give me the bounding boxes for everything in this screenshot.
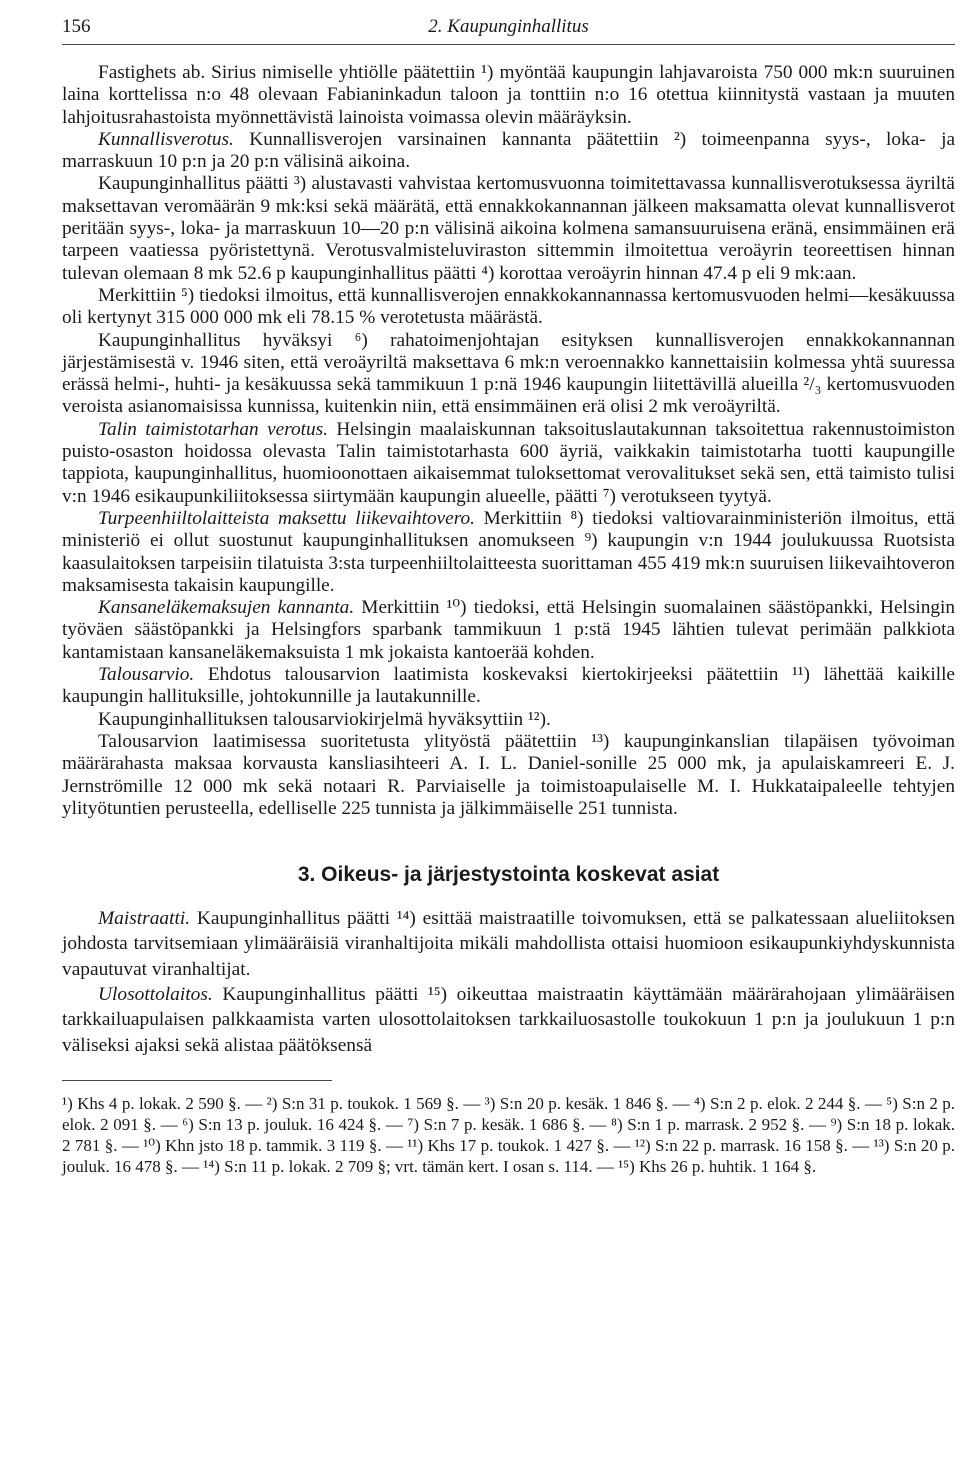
paragraph: Merkittiin ⁵) tiedoksi ilmoitus, että kunnallisverojen ennakkokannannassa kertomusvuoden helmi—kesäkuussa oli kertynyt 315 000 000 mk eli 78.15 % verotetusta määrästä. — [62, 284, 955, 329]
paragraph: Kunnallisverotus. Kunnallisverojen varsinainen kannanta päätettiin ²) toimeenpanna syys-, loka- ja marraskuun 10 p:n ja 20 p:n välisinä aikoina. — [62, 128, 955, 173]
footnotes: ¹) Khs 4 p. lokak. 2 590 §. — ²) S:n 31 p. toukok. 1 569 §. — ³) S:n 20 p. kesäk. 1 846 §. — ⁴) S:n 2 p. elok. 2 244 §. — ⁵) S:n 2 p. elok. 2 091 §. — ⁶) S:n 13 p. jouluk. 16 424 §. — ⁷) S:n 7 p. kesäk. 1 686 §. — ⁸) S:n 1 p. marrask. 2 952 §. — ⁹) S:n 18 p. lokak. 2 781 §. — ¹⁰) Khn jsto 18 p. tammik. 3 119 §. — ¹¹) Khs 17 p. toukok. 1 427 §. — ¹²) S:n 22 p. marrask. 16 158 §. — ¹³) S:n 20 p. jouluk. 16 478 §. — ¹⁴) S:n 11 p. lokak. 2 709 §; vrt. tämän kert. I osan s. 114. — ¹⁵) Khs 26 p. huhtik. 1 164 §. — [62, 1093, 955, 1176]
section-body — [62, 906, 955, 1058]
paragraph: Talousarvion laatimisessa suoritetusta ylityöstä päätettiin ¹³) kaupunginkanslian tilapäisen työvoiman määrärahasta maksaa korvausta kansliasihteeri A. I. L. Daniel-sonille 25 000 mk, ja apulaiskamreeri E. J. Jernströmille 12 000 mk sekä notaari R. Parviaiselle ja toimistoapulaiselle M. I. Hukkataipaleelle tehtyjen ylityötuntien perusteella, edelliselle 225 tunnista ja jälkimmäiselle 251 tunnista. — [62, 730, 955, 819]
paragraph: Kaupunginhallitus hyväksyi ⁶) rahatoimenjohtajan esityksen kunnallisverojen ennakkokannannan järjestämisestä v. 1946 siten, että veroäyriltä maksettava 6 mk:n veroennakko kannettaisiin kolmessa yhtä suuressa erässä helmi-, huhti- ja kesäkuussa sekä tammikuun 1 p:nä 1946 kaupungin liitettävillä alueilla ²/₃ kertomusvuoden veroista asianomaisissa kunnissa, kuitenkin niin, että ensimmäinen erä olisi 2 mk veroäyriltä. — [62, 329, 955, 418]
page-header — [62, 14, 955, 45]
paragraph: Maistraatti. Kaupunginhallitus päätti ¹⁴) esittää maistraatille toivomuksen, että se palkatessaan alueliitoksen johdosta tarvitsemiaan ylimääräisiä viranhaltijoita mikäli mahdollista ottaisi huomioon esikaupunkiyhdyskunnista vapautuvat viranhaltijat. — [62, 908, 955, 980]
paragraph: Ulosottolaitos. Kaupunginhallitus päätti ¹⁵) oikeuttaa maistraatin käyttämään määrärahojaan ylimääräisen tarkkailuapulaisen palkkaamista varten ulosottolaitoksen tarkkailuosastolle toukokuun 1 p:n ja joulukuun 1 p:n väliseksi ajaksi sekä alistaa päätöksensä — [62, 983, 955, 1056]
paragraph-heading: Talousarvio. — [98, 664, 195, 686]
paragraph: Kansaneläkemaksujen kannanta. Merkittiin ¹⁰) tiedoksi, että Helsingin suomalainen säästöpankki, Helsingin työväen säästöpankki ja Helsingfors sparbank tammikuun 1 p:stä 1945 lähtien tulevat perimään palkkiota kantamistaan kansaneläkemaksuista 1 mk jokaista kantoerää kohden. — [62, 597, 955, 663]
page-number: 156 — [62, 16, 91, 37]
footnote-divider — [62, 1080, 332, 1081]
paragraph: Talousarvio. Ehdotus talousarvion laatimista koskevaksi kiertokirjeeksi päätettiin ¹¹) lähettää kaikille kaupungin hallituksille, johtokunnille ja lautakunnille. — [62, 664, 955, 708]
paragraph-heading: Turpeenhiiltolaitteista maksettu liikevaihtovero. — [98, 507, 475, 529]
paragraph: Kaupunginhallitus päätti ³) alustavasti vahvistaa kertomusvuonna toimitettavassa kunnallisverotuksessa äyriltä maksettavan veromäärän 9 mk:ksi sekä määrätä, että ennakkokannannan jälkeen maksamatta olevat kunnallisverot peritään syys-, loka- ja marraskuun 10—20 p:n välisinä aikoina kolmena samansuuruisena eränä, ensimmäinen erä tarpeen vaatiessa pyöristettynä. Verotusvalmisteluviraston sittemmin ilmoitettua veroäyrin teoreettisen hinnan tulevan olemaan 8 mk 52.6 p kaupunginhallitus päätti ⁴) korottaa veroäyrin hinnan 47.4 p eli 9 mk:aan. — [62, 173, 955, 284]
section-title: 3. Oikeus- ja järjestystointa koskevat asiat — [297, 863, 720, 887]
paragraph-heading: Talin taimistotarhan verotus. — [98, 418, 328, 440]
page-body — [62, 62, 955, 1177]
running-title: 2. Kaupunginhallitus — [428, 16, 589, 37]
paragraph-heading: Kansaneläkemaksujen kannanta. — [98, 597, 355, 619]
paragraph-heading: Kunnallisverotus. — [98, 128, 234, 150]
paragraph: Turpeenhiiltolaitteista maksettu liikevaihtovero. Merkittiin ⁸) tiedoksi valtiovarainministeriön ilmoitus, että ministeriö ei ollut suostunut kaupunginhallituksen anomukseen ⁹) kaupungin v:n 1944 joulukuussa Ruotsista kaasulaitoksen tarpeisiin tilatuista 3:sta turpeenhiiltolaitteesta suorittaman 455 419 mk:n suuruisen liikevaihtoveron maksamisesta takaisin kaupungille. — [62, 507, 955, 596]
paragraph-heading: Maistraatti. — [98, 908, 191, 930]
paragraph-heading: Ulosottolaitos. — [98, 983, 213, 1005]
paragraph: Fastighets ab. Sirius nimiselle yhtiölle päätettiin ¹) myöntää kaupungin lahjavaroista 750 000 mk:n suuruinen laina korttelissa n:o 48 olevaan Fabianinkadun taloon ja tonttiin n:o 16 otettua kiinnitystä vastaan ja muuten lahjoitusrahastoista myönnettävistä lainoista voimassa olevin määräyksin. — [62, 62, 955, 128]
paragraph: Kaupunginhallituksen talousarviokirjelmä hyväksyttiin ¹²). — [98, 708, 551, 730]
paragraph: Talin taimistotarhan verotus. Helsingin maalaiskunnan taksoituslautakunnan taksoitettua rakennustoimiston puisto-osaston hoidossa olevasta Talin taimistotarhasta 600 äyriä, vaikkakin taimistotarha tuotti kaupungille tappiota, kaupunginhallitus, huomioonottaen aikaisemmat tuloksettomat verovalitukset sekä sen, että taimisto tulisi v:n 1946 esikaupunkiliitoksessa siirtymään kaupungin alueelle, päätti ⁷) verotukseen tyytyä. — [62, 418, 956, 507]
